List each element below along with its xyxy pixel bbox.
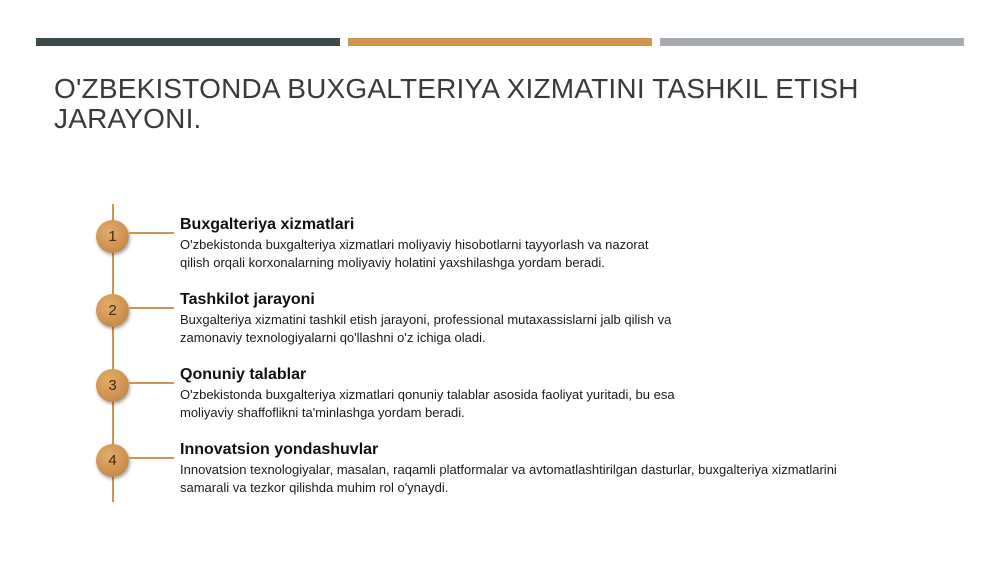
step-connector-1: [129, 232, 174, 234]
slide-title: O'ZBEKISTONDA BUXGALTERIYA XIZMATINI TASHKIL ETISH JARAYONI.: [54, 73, 859, 134]
accent-bar-gray: [660, 38, 964, 46]
step-heading-1: Buxgalteriya xizmatlari: [180, 216, 355, 233]
step-connector-2: [129, 307, 174, 309]
step-number-2: 2: [96, 294, 129, 327]
step-heading-4: Innovatsion yondashuvlar: [180, 441, 379, 458]
accent-bar-dark: [36, 38, 340, 46]
step-text-3: O'zbekistonda buxgalteriya xizmatlari qonuniy talablar asosida faoliyat yuritadi, bu esa moliyaviy shaffoflikni ta'minlashga yordam beradi.: [180, 387, 675, 420]
step-text-1: O'zbekistonda buxgalteriya xizmatlari moliyaviy hisobotlarni tayyorlash va nazorat qilish orqali korxonalarning moliyaviy holatini yaxshilashga yordam beradi.: [180, 237, 649, 270]
step-number-4: 4: [96, 444, 129, 477]
step-connector-4: [129, 457, 174, 459]
step-connector-3: [129, 382, 174, 384]
accent-bar-orange: [348, 38, 652, 46]
step-number-3: 3: [96, 369, 129, 402]
step-text-2: Buxgalteriya xizmatini tashkil etish jarayoni, professional mutaxassislarni jalb qilish va zamonaviy texnologiyalarni qo'llashni o'z ichiga oladi.: [180, 312, 672, 345]
step-text-4: Innovatsion texnologiyalar, masalan, raqamli platformalar va avtomatlashtirilgan dasturlar, buxgalteriya xizmatlarini samarali va tezkor qilishda muhim rol o'ynaydi.: [180, 462, 837, 495]
step-heading-3: Qonuniy talablar: [180, 366, 307, 383]
step-number-1: 1: [96, 220, 129, 253]
step-heading-2: Tashkilot jarayoni: [180, 291, 315, 308]
